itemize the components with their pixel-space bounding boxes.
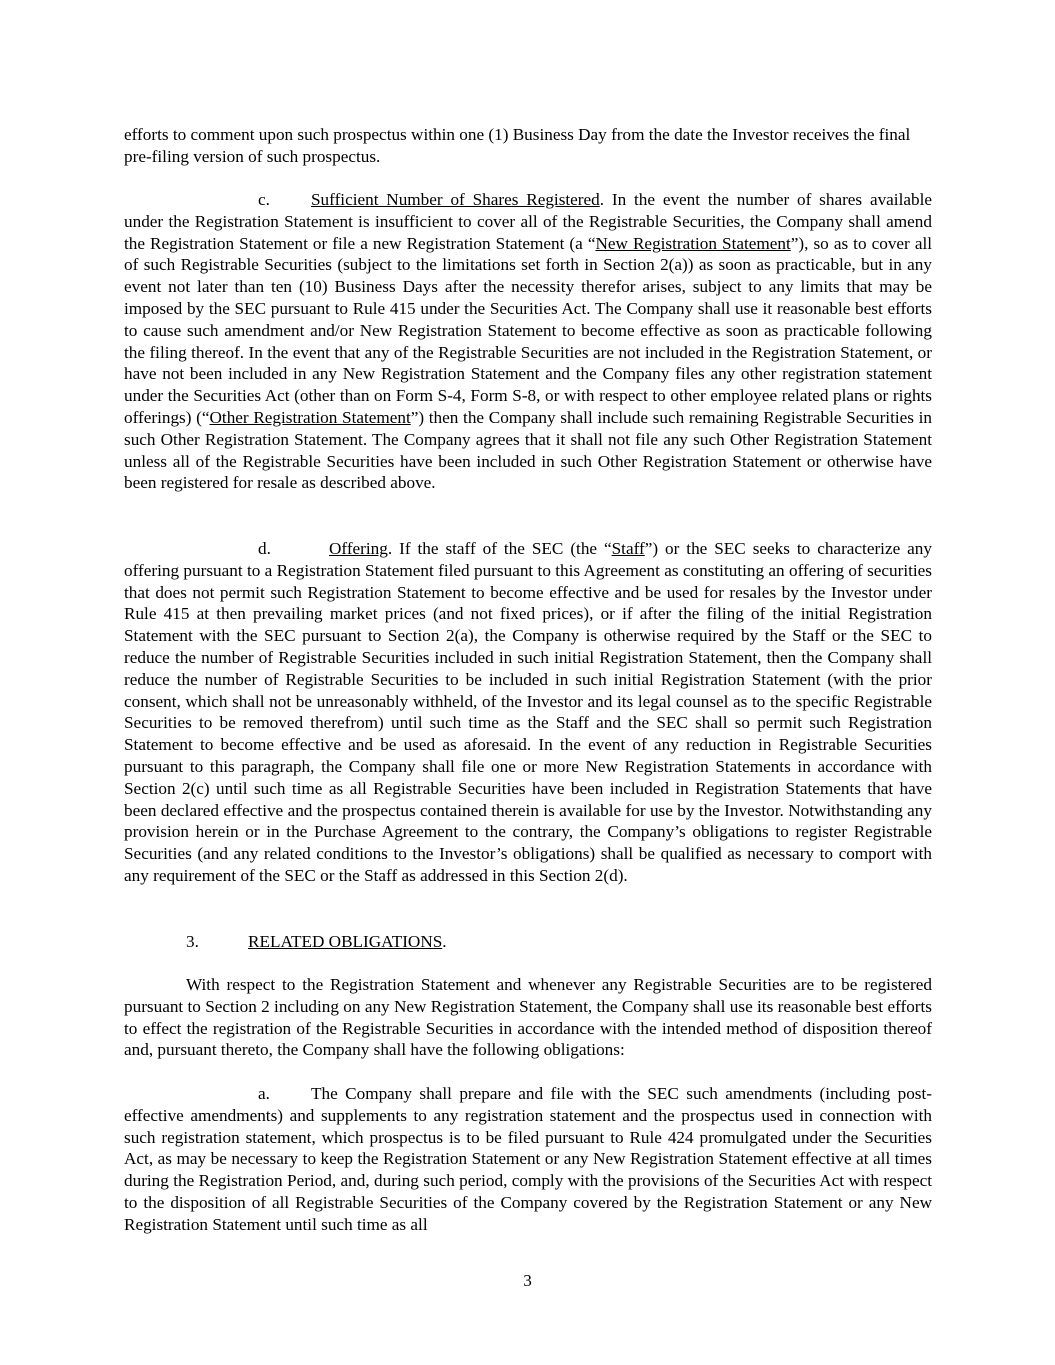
paragraph-3a [124, 1083, 932, 1236]
section-3-heading [124, 931, 932, 953]
paragraph-2c [124, 189, 932, 494]
paragraph-3a-text: The Company shall prepare and file with the SEC such amendments (including post-effective amendments) and supplements to any registration statement and the prospectus used in connection with such registration statement, which prospectus is to be filed pursuant to Rule 424 promulgated under the Securities Act, as may be necessary to keep the Registration Statement or any New Registration Statement effective at all times during the Registration Period, and, during such period, comply with the provisions of the Securities Act with respect to the disposition of all Registrable Securities of the Company covered by the Registration Statement or any New Registration Statement until such time as all [124, 1084, 932, 1234]
section-3-title-suffix: . [442, 932, 447, 951]
paragraph-2c-text-3: ”) then the Company shall include such remaining Registrable Securities in such Other Registration Statement. The Company agrees that it shall not file any such Other Registration Statement unless all of the Registrable Securities have been included in such Other Registration Statement or otherwise have been registered for resale as described above. [124, 407, 933, 493]
paragraph-section-3-text: With respect to the Registration Statement and whenever any Registrable Securities are to be registered pursuant to Section 2 including on any New Registration Statement, the Company shall use its reasonable best efforts to effect the registration of the Registrable Securities in accordance with the intended method of disposition thereof and, pursuant thereto, the Company shall have the following obligations: [124, 975, 932, 1060]
paragraph-2d-text-1: . If the staff of the SEC (the “ [387, 539, 612, 558]
paragraph-2d-text-2: ”) or the SEC seeks to characterize any offering pursuant to a Registration Statement filed pursuant to this Agreement as constituting an offering of securities that does not permit such Registration Statement to become effective and be used for resales by the Investor under Rule 415 at then prevailing market prices (and not fixed prices), or if after the filing of the initial Registration Statement with the SEC pursuant to Section 2(a), the Company is otherwise required by the Staff or the SEC to reduce the number of Registrable Securities included in such initial Registration Statement, then the Company shall reduce the number of Registrable Securities to be included in such initial Registration Statement (with the prior consent, which shall not be unreasonably withheld, of the Investor and its legal counsel as to the specific Registrable Securities to be removed therefrom) until such time as the Staff and the SEC shall so permit such Registration Statement to become effective and be used as aforesaid. In the event of any reduction in Registrable Securities pursuant to this paragraph, the Company shall file one or more New Registration Statements in accordance with Section 2(c) until such time as all Registrable Securities have been included in Registration Statements that have been declared effective and the prospectus contained therein is available for use by the Investor. Notwithstanding any provision herein or in the Purchase Agreement to the contrary, the Company’s obligations to register Registrable Securities (and any related conditions to the Investor’s obligations) shall be qualified as necessary to comport with any requirement of the SEC or the Staff as addressed in this Section 2(d). [124, 539, 932, 885]
paragraph-section-3 [124, 974, 932, 1061]
term-other-registration-statement: Other Registration Statement [209, 407, 411, 427]
paragraph-3a-marker: a. [258, 1084, 270, 1103]
paragraph-2c-heading: Sufficient Number of Shares Registered [311, 190, 600, 209]
paragraph-2c-text-1: . In the event the number of shares available under the Registration Statement is insufficient to cover all of the Registrable Securities, the Company shall amend the Registration Statement or file a new Registration Statement (a “ [124, 190, 932, 253]
section-3-number: 3. [186, 932, 199, 951]
term-staff: Staff [611, 539, 645, 558]
paragraph-intro [124, 124, 932, 168]
paragraph-2c-text-2: ”), so as to cover all of such Registrable Securities (subject to the limitations set forth in Section 2(a)) as soon as practicable, but in any event not later than ten (10) Business Days after the necessity therefor arises, subject to any limits that may be imposed by the SEC pursuant to Rule 415 under the Securities Act. The Company shall use it reasonable best efforts to cause such amendment and/or New Registration Statement to become effective as soon as practicable following the filing thereof. In the event that any of the Registrable Securities are not included in the Registration Statement, or have not been included in any New Registration Statement and the Company files any other registration statement under the Securities Act (other than on Form S-4, Form S-8, or with respect to other employee related plans or rights offerings) (“ [124, 233, 932, 427]
paragraph-2d [124, 538, 932, 887]
paragraph-2d-heading: Offering [329, 539, 388, 558]
paragraph-2c-marker: c. [258, 190, 270, 209]
section-3-title: RELATED OBLIGATIONS [248, 932, 443, 951]
paragraph-intro-text: efforts to comment upon such prospectus within one (1) Business Day from the date the Investor receives the final pre-filing version of such prospectus. [124, 125, 911, 166]
paragraph-2d-marker: d. [258, 539, 271, 558]
page-number: 3 [523, 1271, 532, 1290]
term-new-registration-statement: New Registration Statement [595, 233, 791, 253]
